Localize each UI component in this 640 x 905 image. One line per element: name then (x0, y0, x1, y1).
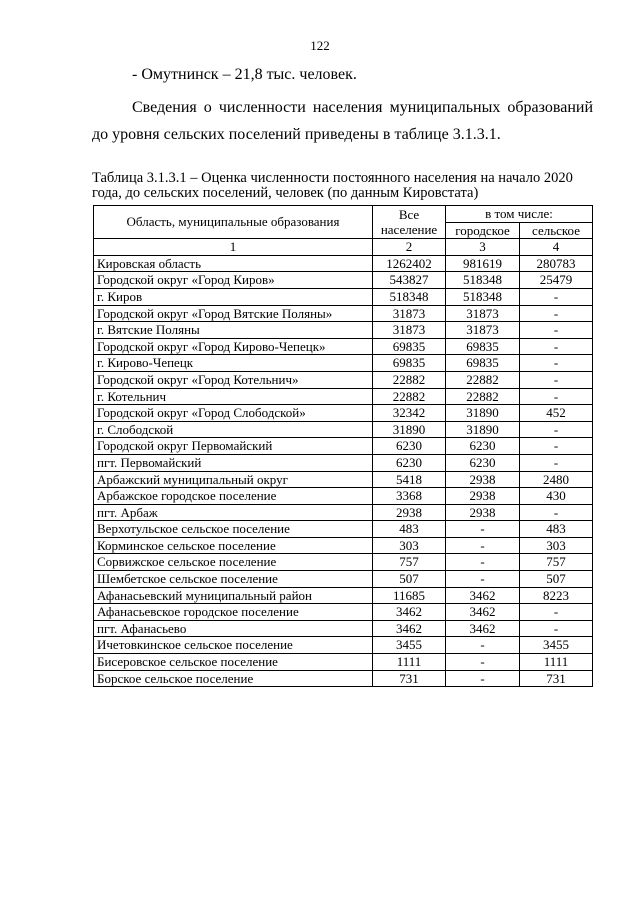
row-total-cell: 507 (373, 571, 446, 588)
row-rural-cell: 280783 (520, 255, 593, 272)
row-name-cell: Корминское сельское поселение (94, 537, 373, 554)
population-table (93, 205, 593, 687)
row-urban-cell: - (446, 521, 520, 538)
row-total-cell: 3462 (373, 620, 446, 637)
row-urban-cell: 2938 (446, 504, 520, 521)
row-name-cell: Афанасьевское городское поселение (94, 604, 373, 621)
row-name-cell: пгт. Арбаж (94, 504, 373, 521)
table-row (94, 504, 593, 521)
row-total-cell: 3368 (373, 488, 446, 505)
column-number-row (94, 239, 593, 256)
row-urban-cell: 6230 (446, 438, 520, 455)
row-total-cell: 11685 (373, 587, 446, 604)
row-urban-cell: 31890 (446, 421, 520, 438)
row-urban-cell: - (446, 537, 520, 554)
row-rural-cell: 507 (520, 571, 593, 588)
row-rural-cell: 430 (520, 488, 593, 505)
row-urban-cell: 518348 (446, 288, 520, 305)
table-row (94, 371, 593, 388)
row-total-cell: 1262402 (373, 255, 446, 272)
row-rural-cell: 2480 (520, 471, 593, 488)
row-total-cell: 303 (373, 537, 446, 554)
row-name-cell: Городской округ Первомайский (94, 438, 373, 455)
column-number: 2 (373, 239, 446, 256)
row-rural-cell: - (520, 371, 593, 388)
table-row (94, 637, 593, 654)
row-urban-cell: - (446, 637, 520, 654)
table-row (94, 554, 593, 571)
column-number: 4 (520, 239, 593, 256)
row-rural-cell: - (520, 620, 593, 637)
row-rural-cell: 8223 (520, 587, 593, 604)
row-total-cell: 22882 (373, 371, 446, 388)
table-header-row (94, 206, 593, 223)
table-row (94, 355, 593, 372)
row-rural-cell: - (520, 388, 593, 405)
table-row (94, 521, 593, 538)
table-row (94, 571, 593, 588)
row-total-cell: 32342 (373, 405, 446, 422)
row-name-cell: Арбажский муниципальный округ (94, 471, 373, 488)
row-rural-cell: - (520, 305, 593, 322)
row-name-cell: Городской округ «Город Вятские Поляны» (94, 305, 373, 322)
table-row (94, 654, 593, 671)
row-rural-cell: - (520, 288, 593, 305)
row-name-cell: Городской округ «Город Слободской» (94, 405, 373, 422)
row-total-cell: 543827 (373, 272, 446, 289)
row-urban-cell: 31873 (446, 305, 520, 322)
row-urban-cell: 69835 (446, 355, 520, 372)
table-row (94, 604, 593, 621)
row-name-cell: Арбажское городское поселение (94, 488, 373, 505)
row-name-cell: Городской округ «Город Котельнич» (94, 371, 373, 388)
page-number: 122 (310, 38, 330, 53)
row-name-cell: Кировская область (94, 255, 373, 272)
row-name-cell: Городской округ «Город Киров» (94, 272, 373, 289)
table-row (94, 305, 593, 322)
header-rural: сельское (520, 222, 593, 239)
table-row (94, 454, 593, 471)
row-urban-cell: 981619 (446, 255, 520, 272)
row-total-cell: 1111 (373, 654, 446, 671)
row-total-cell: 2938 (373, 504, 446, 521)
row-urban-cell: 6230 (446, 454, 520, 471)
row-urban-cell: 69835 (446, 338, 520, 355)
row-rural-cell: - (520, 322, 593, 339)
row-name-cell: Афанасьевский муниципальный район (94, 587, 373, 604)
row-total-cell: 6230 (373, 438, 446, 455)
table-row (94, 620, 593, 637)
table-row (94, 670, 593, 687)
table-row (94, 421, 593, 438)
row-name-cell: Борское сельское поселение (94, 670, 373, 687)
row-name-cell: пгт. Первомайский (94, 454, 373, 471)
table-row (94, 288, 593, 305)
table-row (94, 438, 593, 455)
header-urban: городское (446, 222, 520, 239)
row-urban-cell: 22882 (446, 371, 520, 388)
row-total-cell: 731 (373, 670, 446, 687)
table-row (94, 388, 593, 405)
paragraph-omutninsk: - Омутнинск – 21,8 тыс. человек. (132, 66, 357, 83)
row-name-cell: пгт. Афанасьево (94, 620, 373, 637)
row-rural-cell: 25479 (520, 272, 593, 289)
row-name-cell: Сорвижское сельское поселение (94, 554, 373, 571)
header-including: в том числе: (446, 206, 593, 223)
row-rural-cell: - (520, 504, 593, 521)
table-row (94, 255, 593, 272)
row-urban-cell: 3462 (446, 604, 520, 621)
row-urban-cell: 31890 (446, 405, 520, 422)
row-name-cell: г. Слободской (94, 421, 373, 438)
table-row (94, 471, 593, 488)
row-name-cell: г. Кирово-Чепецк (94, 355, 373, 372)
paragraph-info: Сведения о численности населения муниципальных образований до уровня сельских поселений приведены в таблице 3.1.3.1. (92, 99, 593, 143)
header-area: Область, муниципальные образования (94, 206, 373, 239)
table-row (94, 587, 593, 604)
table-caption: Таблица 3.1.3.1 – Оценка численности постоянного населения на начало 2020 года, до сельских поселений, человек (по данным Кировстата) (92, 170, 573, 201)
row-total-cell: 6230 (373, 454, 446, 471)
row-name-cell: г. Киров (94, 288, 373, 305)
row-urban-cell: 22882 (446, 388, 520, 405)
row-total-cell: 31890 (373, 421, 446, 438)
row-total-cell: 69835 (373, 355, 446, 372)
row-name-cell: Бисеровское сельское поселение (94, 654, 373, 671)
row-total-cell: 31873 (373, 322, 446, 339)
row-urban-cell: - (446, 670, 520, 687)
row-total-cell: 483 (373, 521, 446, 538)
row-urban-cell: 3462 (446, 620, 520, 637)
row-rural-cell: 1111 (520, 654, 593, 671)
row-urban-cell: 3462 (446, 587, 520, 604)
row-urban-cell: 2938 (446, 471, 520, 488)
row-total-cell: 3462 (373, 604, 446, 621)
row-urban-cell: - (446, 554, 520, 571)
row-total-cell: 518348 (373, 288, 446, 305)
row-urban-cell: 2938 (446, 488, 520, 505)
header-total: Все население (373, 206, 446, 239)
row-total-cell: 3455 (373, 637, 446, 654)
row-urban-cell: 518348 (446, 272, 520, 289)
row-rural-cell: 452 (520, 405, 593, 422)
row-total-cell: 22882 (373, 388, 446, 405)
row-rural-cell: - (520, 338, 593, 355)
table-row (94, 537, 593, 554)
row-rural-cell: - (520, 454, 593, 471)
row-rural-cell: 303 (520, 537, 593, 554)
row-name-cell: Ичетовкинское сельское поселение (94, 637, 373, 654)
row-rural-cell: 757 (520, 554, 593, 571)
row-urban-cell: 31873 (446, 322, 520, 339)
row-name-cell: Городской округ «Город Кирово-Чепецк» (94, 338, 373, 355)
row-total-cell: 31873 (373, 305, 446, 322)
row-rural-cell: 483 (520, 521, 593, 538)
column-number: 3 (446, 239, 520, 256)
row-rural-cell: - (520, 604, 593, 621)
table-row (94, 338, 593, 355)
row-name-cell: Шембетское сельское поселение (94, 571, 373, 588)
row-total-cell: 5418 (373, 471, 446, 488)
row-name-cell: Верхотульское сельское поселение (94, 521, 373, 538)
row-total-cell: 757 (373, 554, 446, 571)
row-rural-cell: - (520, 438, 593, 455)
row-name-cell: г. Котельнич (94, 388, 373, 405)
row-urban-cell: - (446, 654, 520, 671)
row-rural-cell: 731 (520, 670, 593, 687)
table-row (94, 272, 593, 289)
table-row (94, 322, 593, 339)
row-rural-cell: 3455 (520, 637, 593, 654)
row-urban-cell: - (446, 571, 520, 588)
table-body (94, 255, 593, 686)
row-total-cell: 69835 (373, 338, 446, 355)
row-name-cell: г. Вятские Поляны (94, 322, 373, 339)
column-number: 1 (94, 239, 373, 256)
table-row (94, 488, 593, 505)
row-rural-cell: - (520, 421, 593, 438)
row-rural-cell: - (520, 355, 593, 372)
table-row (94, 405, 593, 422)
